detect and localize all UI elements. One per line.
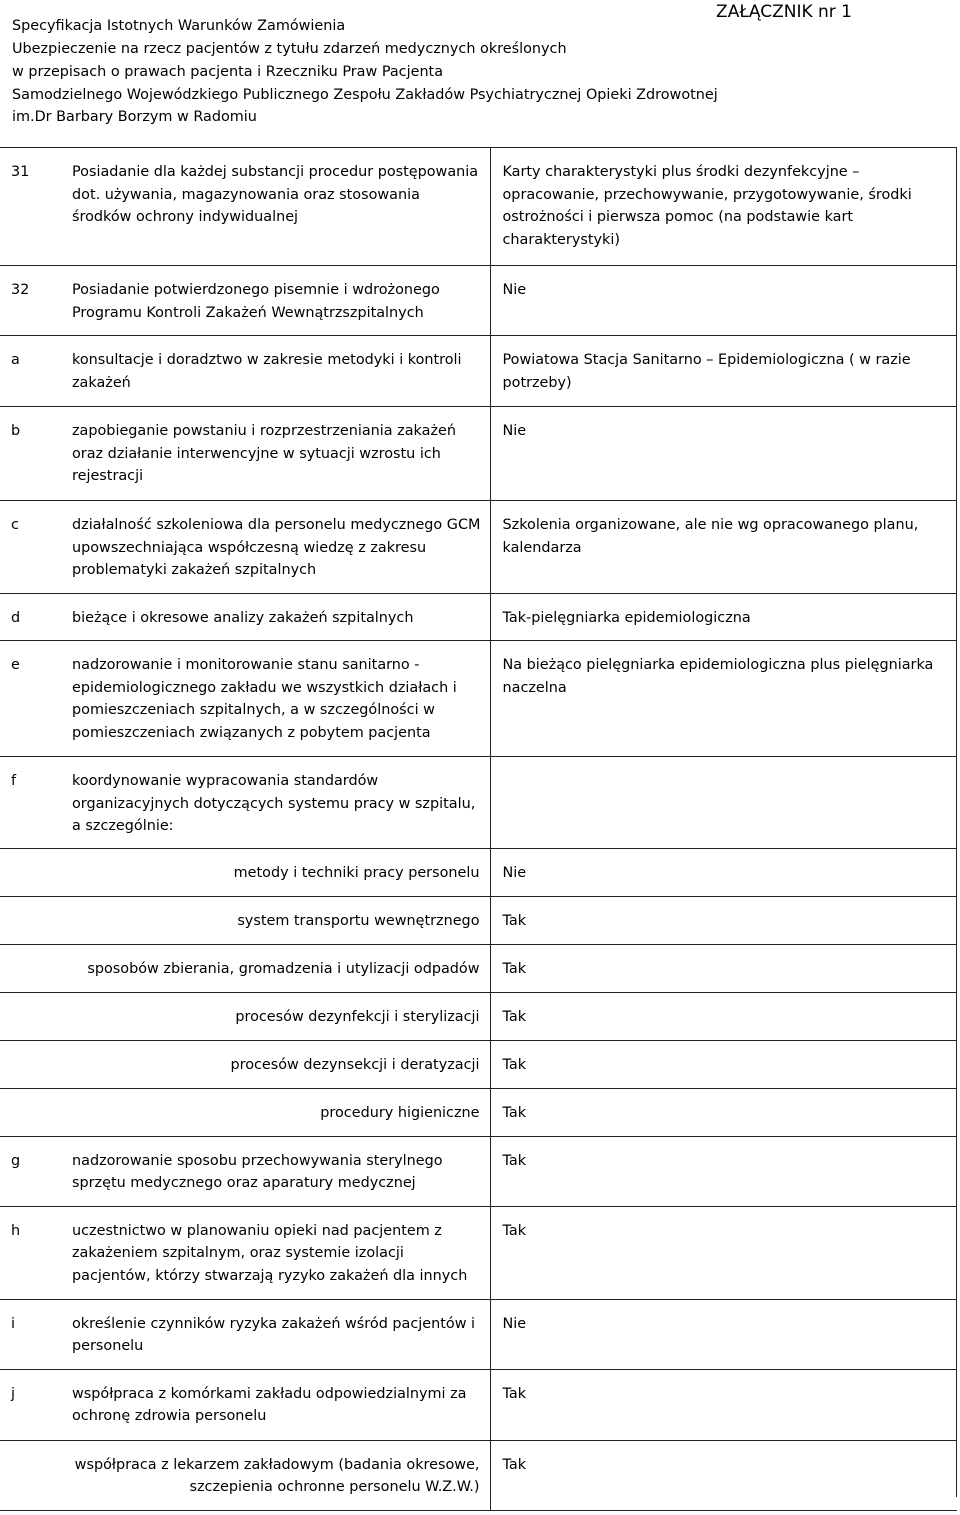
table-row [0,944,957,992]
row-description: współpraca z komórkami zakładu odpowiedzialnymi za ochronę zdrowia personelu [62,1369,490,1440]
row-answer: Tak [490,1206,957,1299]
header-line-2: Ubezpieczenie na rzecz pacjentów z tytułu zdarzeń medycznych określonych [12,41,567,57]
row-answer [490,757,957,849]
row-description: procesów dezynsekcji i deratyzacji [62,1040,490,1088]
row-answer: Tak [490,1088,957,1136]
row-number [0,1088,62,1136]
row-answer: Tak [490,1369,957,1440]
document-header [0,0,960,148]
header-line-4: Samodzielnego Wojewódzkiego Publicznego Zespołu Zakładów Psychiatrycznej Opieki Zdrowotnej [12,87,718,103]
table-row [0,1136,957,1206]
row-answer: Nie [490,266,957,336]
row-answer: Tak [490,992,957,1040]
row-answer: Na bieżąco pielęgniarka epidemiologiczna plus pielęgniarka naczelna [490,641,957,757]
row-description: konsultacje i doradztwo w zakresie metodyki i kontroli zakażeń [62,336,490,407]
table-row [0,1440,957,1510]
row-answer: Tak [490,1440,957,1510]
table-row [0,148,957,266]
row-number: f [0,757,62,849]
row-description: sposobów zbierania, gromadzenia i utylizacji odpadów [62,944,490,992]
row-answer: Powiatowa Stacja Sanitarno – Epidemiologiczna ( w razie potrzeby) [490,336,957,407]
row-description: procedury higieniczne [62,1088,490,1136]
row-number [0,992,62,1040]
row-number: c [0,501,62,594]
table-row [0,992,957,1040]
row-number: h [0,1206,62,1299]
row-answer: Nie [490,1299,957,1369]
row-description: procesów dezynfekcji i sterylizacji [62,992,490,1040]
row-number: a [0,336,62,407]
row-number [0,944,62,992]
row-description: metody i techniki pracy personelu [62,848,490,896]
row-number: 31 [0,148,62,266]
header-line-5: im.Dr Barbary Borzym w Radomiu [12,109,257,125]
row-description: zapobieganie powstaniu i rozprzestrzeniania zakażeń oraz działanie interwencyjne w sytuacji wzrostu ich rejestracji [62,407,490,501]
row-number [0,1040,62,1088]
row-number: g [0,1136,62,1206]
table-row [0,501,957,594]
row-number: j [0,1369,62,1440]
row-description: bieżące i okresowe analizy zakażeń szpitalnych [62,594,490,641]
header-line-3: w przepisach o prawach pacjenta i Rzeczniku Praw Pacjenta [12,64,444,80]
table-row [0,1206,957,1299]
row-description: koordynowanie wypracowania standardów organizacyjnych dotyczących systemu pracy w szpitalu, a szczególnie: [62,757,490,849]
row-description: działalność szkoleniowa dla personelu medycznego GCM upowszechniająca współczesną wiedzę z zakresu problematyki zakażeń szpitalnych [62,501,490,594]
row-answer: Tak [490,1136,957,1206]
row-answer: Tak [490,944,957,992]
row-answer: Tak [490,1040,957,1088]
table-row [0,641,957,757]
row-number: e [0,641,62,757]
table-row [0,407,957,501]
row-number [0,1440,62,1510]
row-description: określenie czynników ryzyka zakażeń wśród pacjentów i personelu [62,1299,490,1369]
row-answer: Nie [490,407,957,501]
table-row [0,266,957,336]
row-answer: Tak-pielęgniarka epidemiologiczna [490,594,957,641]
row-answer: Nie [490,848,957,896]
row-description: współpraca z lekarzem zakładowym (badania okresowe, szczepienia ochronne personelu W.Z.W.) [62,1440,490,1510]
row-number [0,896,62,944]
row-number [0,848,62,896]
row-number: b [0,407,62,501]
table-row [0,1369,957,1440]
table-row [0,594,957,641]
table-row [0,1040,957,1088]
row-number: i [0,1299,62,1369]
row-description: nadzorowanie i monitorowanie stanu sanitarno - epidemiologicznego zakładu we wszystkich działach i pomieszczeniach szpitalnych, a w szczególności w pomieszczeniach związanych z pobytem pacjenta [62,641,490,757]
table-row [0,1299,957,1369]
row-description: Posiadanie potwierdzonego pisemnie i wdrożonego Programu Kontroli Zakażeń Wewnątrzszpitalnych [62,266,490,336]
row-answer: Tak [490,896,957,944]
row-number: 32 [0,266,62,336]
row-answer: Karty charakterystyki plus środki dezynfekcyjne – opracowanie, przechowywanie, przygotowywanie, środki ostrożności i pierwsza pomoc (na podstawie kart charakterystyki) [490,148,957,266]
row-answer: Szkolenia organizowane, ale nie wg opracowanego planu, kalendarza [490,501,957,594]
annex-label: ZAŁĄCZNIK nr 1 [716,2,852,22]
row-description: system transportu wewnętrznego [62,896,490,944]
row-description: Posiadanie dla każdej substancji procedur postępowania dot. używania, magazynowania oraz stosowania środków ochrony indywidualnej [62,148,490,266]
table-row [0,848,957,896]
specification-table [0,147,957,1511]
header-line-1: Specyfikacja Istotnych Warunków Zamówienia [12,18,346,34]
table-row [0,336,957,407]
table-right-border [956,147,957,1497]
table-row [0,1088,957,1136]
row-number: d [0,594,62,641]
table-row [0,757,957,849]
table-row [0,896,957,944]
row-description: uczestnictwo w planowaniu opieki nad pacjentem z zakażeniem szpitalnym, oraz systemie izolacji pacjentów, którzy stwarzają ryzyko zakażeń dla innych [62,1206,490,1299]
row-description: nadzorowanie sposobu przechowywania sterylnego sprzętu medycznego oraz aparatury medycznej [62,1136,490,1206]
